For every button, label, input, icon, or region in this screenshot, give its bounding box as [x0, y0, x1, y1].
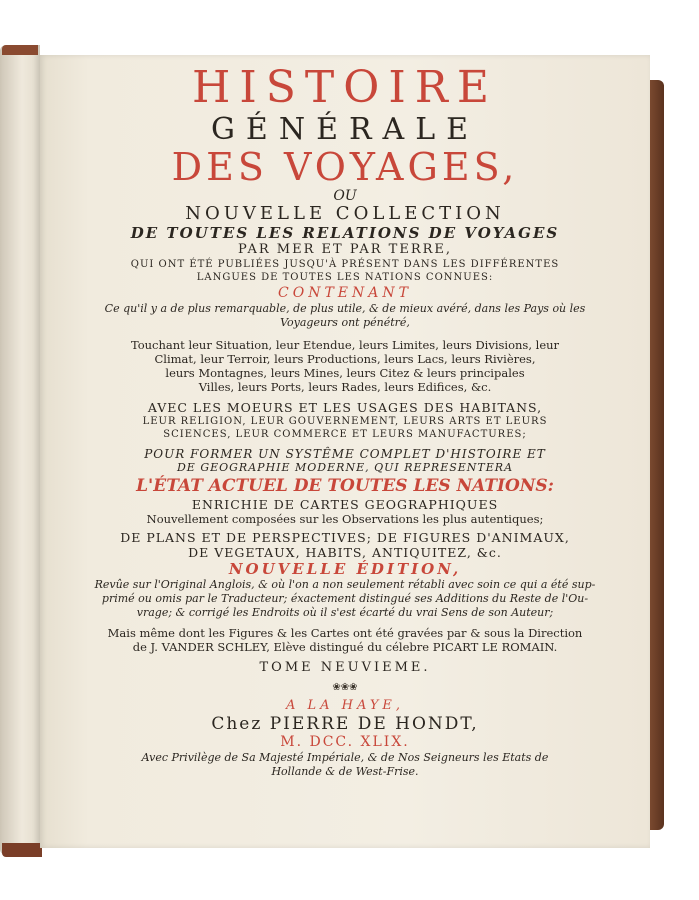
touchant-line-3: leurs Montagnes, leurs Mines, leurs Citez & leurs principales — [165, 366, 525, 380]
systeme-line-1: POUR FORMER UN SYSTÊME COMPLET D'HISTOIRE ET — [144, 447, 546, 461]
title-line-des-voyages: DES VOYAGES, — [171, 145, 519, 189]
touchant-line-1: Touchant leur Situation, leur Etendue, leurs Limites, leurs Divisions, leur — [130, 338, 560, 352]
book-spine-left — [0, 45, 40, 855]
title-line-generale: GÉNÉRALE — [210, 112, 480, 147]
nouvellement-line: Nouvellement composées sur les Observations les plus autentiques; — [146, 512, 544, 526]
privilege-line-2: Hollande & de West-Frise. — [271, 765, 419, 778]
moeurs-line-1: AVEC LES MOEURS ET LES USAGES DES HABITANS, — [147, 400, 543, 415]
subtitle-langues: LANGUES DE TOUTES LES NATIONS CONNUES: — [196, 272, 494, 283]
moeurs-line-3: SCIENCES, LEUR COMMERCE ET LEURS MANUFACTURES; — [163, 429, 527, 440]
subtitle-nouvelle-collection: NOUVELLE COLLECTION — [185, 203, 505, 224]
spine-leather-top — [2, 45, 38, 55]
a-la-haye: A LA HAYE, — [285, 698, 405, 713]
revue-line-2: primé ou omis par le Traducteur; éxactement distingué ses Additions du Reste de l'Ou- — [101, 592, 589, 605]
title-page-text — [60, 62, 630, 779]
touchant-line-4: Villes, leurs Ports, leurs Rades, leurs Edifices, &c. — [198, 380, 492, 394]
plans-line-2: DE VEGETAUX, HABITS, ANTIQUITEZ, &c. — [188, 545, 502, 560]
ou-text: OU — [333, 188, 357, 204]
remarkable-line-1: Ce qu'il y a de plus remarquable, de plus utile, & de mieux avéré, dans les Pays où les — [104, 302, 586, 315]
systeme-line-2: DE GEOGRAPHIE MODERNE, QUI REPRESENTERA — [176, 461, 514, 474]
mais-line-1: Mais même dont les Figures & les Cartes ont été gravées par & sous la Direction — [107, 626, 583, 640]
ornament-icon: ❀❀❀ — [332, 682, 358, 693]
nouvelle-edition: NOUVELLE ÉDITION, — [228, 560, 462, 578]
title-line-histoire: HISTOIRE — [192, 62, 498, 113]
publication-date: M. DCC. XLIX. — [280, 734, 410, 750]
etat-actuel: L'ÉTAT ACTUEL DE TOUTES LES NATIONS: — [136, 476, 554, 496]
revue-line-1: Revûe sur l'Original Anglois, & où l'on a non seulement rétabli avec soin ce qui a été sup- — [94, 578, 596, 591]
subtitle-publiees: QUI ONT ÉTÉ PUBLIÉES JUSQU'À PRÉSENT DANS LES DIFFÉRENTES — [130, 259, 560, 270]
remarkable-line-2: Voyageurs ont pénétré, — [280, 316, 410, 329]
mais-line-2: de J. VANDER SCHLEY, Elève distingué du célebre PICART LE ROMAIN. — [132, 640, 558, 654]
enrichie-line: ENRICHIE DE CARTES GEOGRAPHIQUES — [191, 497, 499, 512]
plans-line-1: DE PLANS ET DE PERSPECTIVES; DE FIGURES D'ANIMAUX, — [120, 530, 570, 545]
subtitle-par-mer: PAR MER ET PAR TERRE, — [237, 242, 453, 257]
revue-line-3: vrage; & corrigé les Endroits où il s'est écarté du vrai Sens de son Auteur; — [136, 606, 554, 619]
spine-leather-bottom — [2, 843, 42, 857]
touchant-line-2: Climat, leur Terroir, leurs Productions, leurs Lacs, leurs Rivières, — [154, 352, 536, 366]
moeurs-line-2: LEUR RELIGION, LEUR GOUVERNEMENT, LEURS ARTS ET LEURS — [142, 416, 548, 427]
publisher-line: Chez PIERRE DE HONDT, — [211, 714, 479, 734]
contenant-heading: CONTENANT — [278, 285, 412, 301]
subtitle-relations: DE TOUTES LES RELATIONS DE VOYAGES — [130, 224, 560, 242]
privilege-line-1: Avec Privilège de Sa Majesté Impériale, & de Nos Seigneurs les Etats de — [141, 751, 549, 764]
tome-neuvieme: TOME NEUVIEME. — [259, 660, 431, 675]
